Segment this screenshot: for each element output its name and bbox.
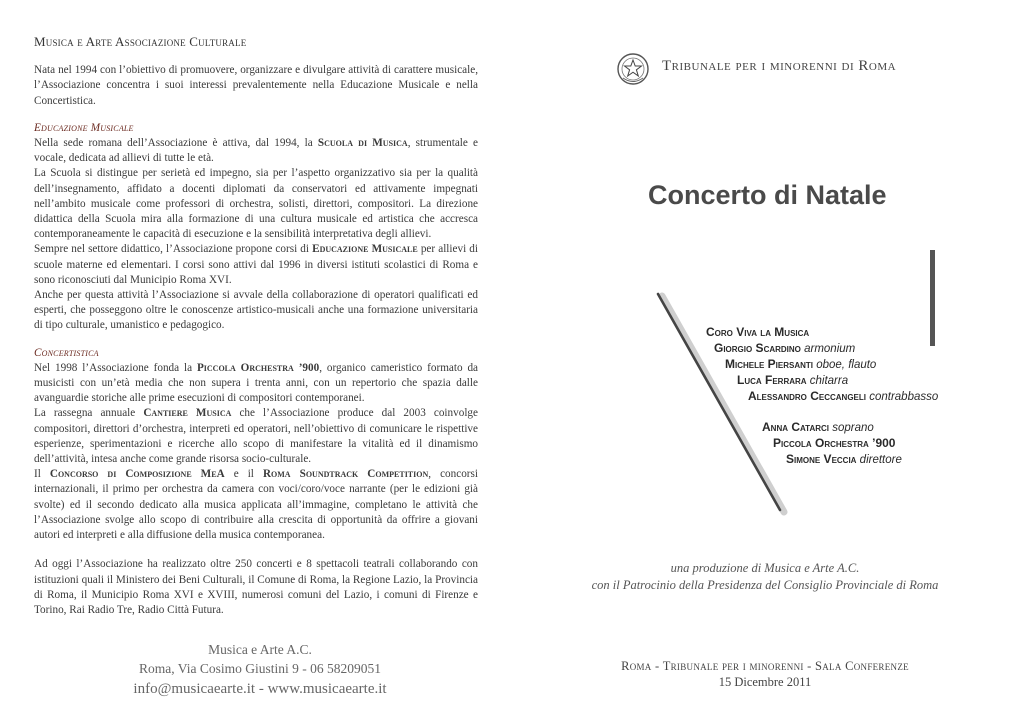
tribunal-heading: Tribunale per i minorenni di Roma (662, 58, 897, 74)
footer-address: Roma, Via Cosimo Giustini 9 - 06 58209051 (139, 661, 381, 676)
venue-line: Roma - Tribunale per i minorenni - Sala Conferenze (621, 659, 909, 673)
performer-1: Coro Viva la Musica (706, 325, 810, 339)
concert-paragraph-2: La rassegna annuale Cantiere Musica che l’Associazione produce dal 2003 coinvolge compositori, direttori d’orchestra, interpreti ed operatori, nell’obiettivo di comunicare le rispettive esperienze, sperimentazioni e ricerche allo scopo di manifestare la vitalità ed il dinamismo dell’attività, intesa anche come grande risorsa socio-culturale. (34, 407, 478, 466)
performer-7: Piccola Orchestra ’900 (773, 436, 896, 450)
education-paragraph-3: Sempre nel settore didattico, l’Associazione propone corsi di Educazione Musicale per allievi di scuole materne ed elementari. I corsi sono attivi dal 1996 in diversi istituti scolastici di Roma e sono riconosciuti dal Municipio Roma XVI. (34, 243, 479, 286)
footer-contacts: info@musicaearte.it - www.musicaearte.it (133, 681, 387, 697)
education-heading: Educazione Musicale (34, 121, 134, 134)
decorative-vertical-bar (930, 250, 935, 346)
production-line-2: con il Patrocinio della Presidenza del Consiglio Provinciale di Roma (591, 578, 939, 592)
education-paragraph-1: Nella sede romana dell’Associazione è attiva, dal 1994, la Scuola di Musica, strumentale e vocale, dedicata ad allievi di tutte le età. (34, 137, 479, 165)
venue-info (600, 658, 930, 690)
concert-paragraph-3: Il Concorso di Composizione MeA e il Roma Soundtrack Competition, concorsi internazionali, il primo per orchestra da camera con voci/coro/voce narrante (per le edizioni già svolte) ed il secondo dedicato alla musica applicata all’immagine, completano le attività che l’Associazione svolge allo scopo di contribuire alla crescita di opportunità da offrire a giovani autori ed interpreti e alla diffusione della musica contemporanea. (34, 468, 478, 542)
closing-paragraph: Ad oggi l’Associazione ha realizzato oltre 250 concerti e 8 spettacoli teatrali collaborando con istituzioni quali il Ministero dei Beni Culturali, il Comune di Roma, la Regione Lazio, la Provincia di Roma, il Municipio Roma XVI e XVIII, numerosi comuni del Lazio, i comuni di Firenze e Torino, Rai Radio Tre, Radio Città Futura. (34, 558, 478, 616)
production-line-1: una produzione di Musica e Arte A.C. (670, 561, 860, 575)
association-footer (110, 640, 410, 700)
intro-paragraph: Nata nel 1994 con l’obiettivo di promuovere, organizzare e divulgare attività di carattere musicale, l’Associazione concentra i suoi interessi prevalentemente nella Educazione Musicale e nella Concertistica. (34, 64, 478, 107)
performer-4: Luca Ferrara chitarra (737, 373, 849, 387)
performer-6: Anna Catarci soprano (762, 420, 874, 434)
concert-heading: Concertistica (34, 346, 99, 359)
education-paragraph-2: La Scuola si distingue per serietà ed impegno, sia per l’aspetto organizzativo sia per la qualità dell’insegnamento, affidato a docenti diplomati da conservatori ed attivamente impegnati nell’ambito musicale come professori di orchestra, solisti, direttori, compositori. La direzione didattica della Scuola mira alla formazione di una cultura musicale ed artistica che accresca contemporaneamente le capacità di esecuzione e la sensibilità interpretativa degli allievi. (34, 167, 478, 241)
event-date: 15 Dicembre 2011 (718, 675, 812, 689)
concert-paragraph-1: Nel 1998 l’Associazione fonda la Piccola Orchestra ’900, organico cameristico formato da musicisti con un’età media che non supera i trenta anni, con un repertorio che spazia dalle avanguardie storiche alle prime esecuzioni di compositori contemporanei. (34, 361, 479, 405)
association-column (34, 34, 478, 618)
performer-8: Simone Veccia direttore (786, 452, 902, 466)
footer-name: Musica e Arte A.C. (208, 642, 312, 657)
performer-2: Giorgio Scardino armonium (714, 341, 856, 355)
association-title: Musica e Arte Associazione Culturale (34, 34, 247, 49)
education-paragraph-4: Anche per questa attività l’Associazione si avvale della collaborazione di operatori qualificati ed esperti, che posseggono oltre le conoscenze artistico-musicali anche una formazione universitaria di tipo culturale, umanistico e pedagogico. (34, 289, 478, 332)
performer-5: Alessandro Ceccangeli contrabbasso (748, 389, 939, 403)
production-credits (580, 560, 950, 594)
republic-emblem-icon (616, 52, 650, 86)
performer-3: Michele Piersanti oboe, flauto (725, 357, 877, 371)
concert-title: Concerto di Natale (648, 180, 887, 210)
